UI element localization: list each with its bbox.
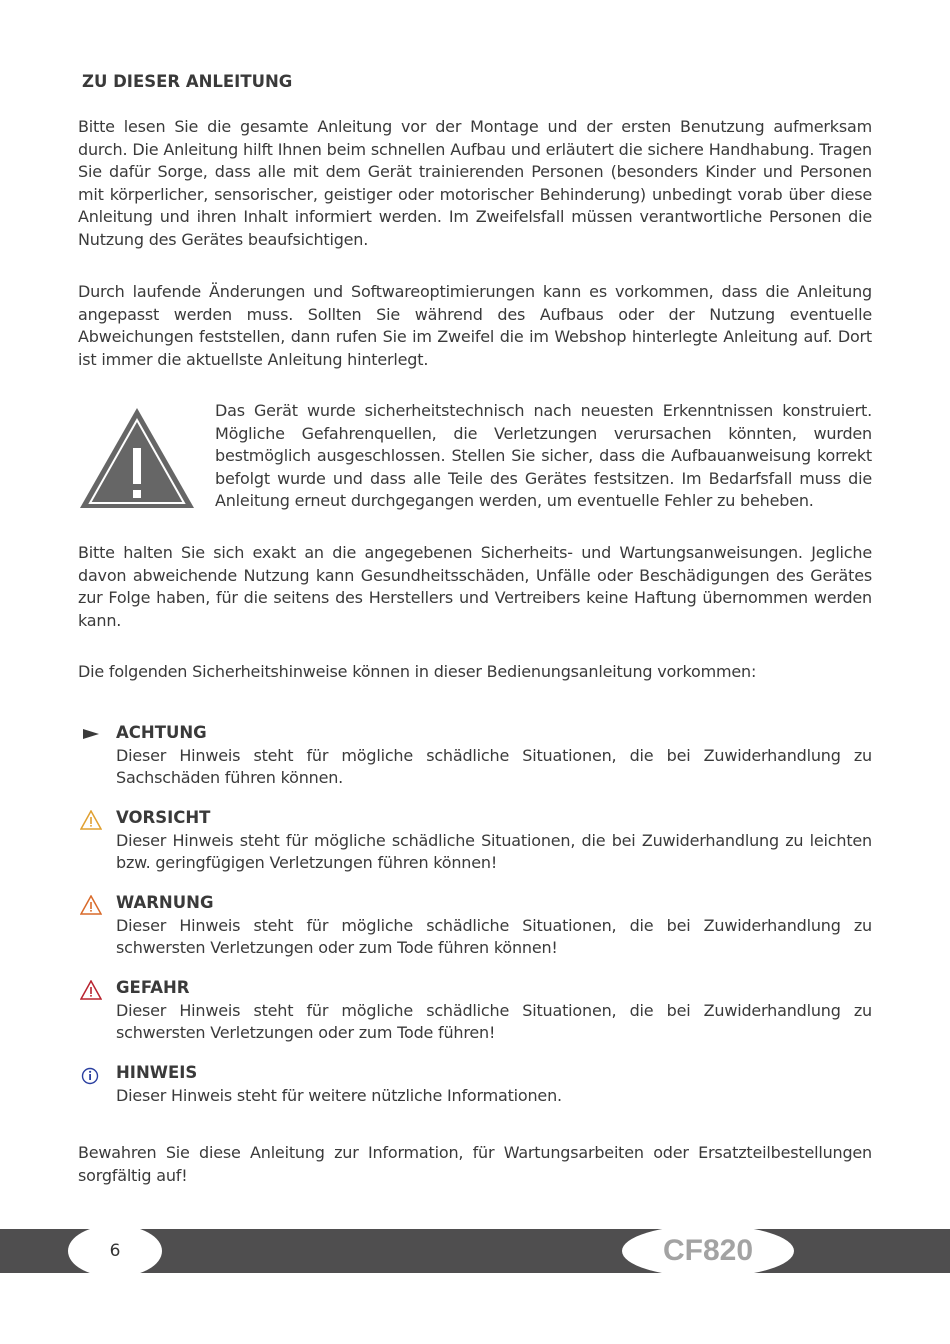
note-title: ACHTUNG [116,723,207,742]
note-text: Dieser Hinweis steht für weitere nützliche Informationen. [116,1085,562,1105]
note-text: Dieser Hinweis steht für mögliche schädliche Situationen, die bei Zuwiderhandlung zu schwersten Verletzungen oder zum Tode führen können! [116,915,872,958]
danger-triangle-icon [80,980,102,1000]
warning-triangle-icon [80,895,102,915]
note-hinweis [78,1062,872,1107]
info-icon [80,1065,102,1085]
caution-triangle-icon [80,810,102,830]
note-vorsicht [78,807,872,875]
model-name: CF820 [622,1225,794,1277]
note-title: WARNUNG [116,893,214,912]
note-warnung [78,892,872,960]
compliance-paragraph: Bitte halten Sie sich exakt an die angegebenen Sicherheits- und Wartungsanweisungen. Jegliche davon abweichende Nutzung kann Gesundheitsschäden, Unfälle oder Beschädigungen des Gerätes zur Folge haben, für die seitens des Herstellers und Vertreibers keine Haftung übernommen werden kann. [78,543,872,630]
note-gefahr [78,977,872,1045]
note-title: GEFAHR [116,978,190,997]
closing-paragraph: Bewahren Sie diese Anleitung zur Information, für Wartungsarbeiten oder Ersatzteilbestellungen sorgfältig auf! [78,1143,872,1185]
note-text: Dieser Hinweis steht für mögliche schädliche Situationen, die bei Zuwiderhandlung zu Sachschäden führen können. [116,745,872,788]
note-title: VORSICHT [116,808,211,827]
intro-paragraph: Bitte lesen Sie die gesamte Anleitung vor der Montage und der ersten Benutzung aufmerksam durch. Die Anleitung hilft Ihnen beim schnellen Aufbau und erläutert die sichere Handhabung. Tragen Sie dafür Sorge, dass alle mit dem Gerät trainierenden Personen (besonders Kinder und Personen mit körperlicher, sensorischer, geistiger oder motorischer Behinderung) unbedingt vorab über diese Anleitung und ihren Inhalt informiert werden. Im Zweifelsfall müssen verantwortliche Personen die Nutzung des Gerätes beaufsichtigen. [78,117,872,249]
warning-triangle-icon [78,406,196,510]
section-heading: ZU DIESER ANLEITUNG [82,72,293,91]
note-title: HINWEIS [116,1063,198,1082]
note-text: Dieser Hinweis steht für mögliche schädliche Situationen, die bei Zuwiderhandlung zu leichten bzw. geringfügigen Verletzungen führen können! [116,830,872,873]
updates-paragraph: Durch laufende Änderungen und Softwareoptimierungen kann es vorkommen, dass die Anleitung angepasst werden muss. Sollten Sie während des Aufbaus oder der Nutzung eventuelle Abweichungen feststellen, dann rufen Sie im Zweifel die im Webshop hinterlegte Anleitung auf. Dort ist immer die aktuellste Anleitung hinterlegt. [78,282,872,369]
notes-intro-paragraph: Die folgenden Sicherheitshinweise können in dieser Bedienungsanleitung vorkommen: [78,662,757,681]
note-text: Dieser Hinweis steht für mögliche schädliche Situationen, die bei Zuwiderhandlung zu schwersten Verletzungen oder zum Tode führen! [116,1000,872,1043]
arrow-right-icon [80,725,102,745]
page-number: 6 [68,1225,162,1277]
safety-warning-text: Das Gerät wurde sicherheitstechnisch nach neuesten Erkenntnissen konstruiert. Mögliche Gefahrenquellen, die Verletzungen verursachen könnten, wurden bestmöglich ausgeschlossen. Stellen Sie sicher, dass die Aufbauanweisung korrekt befolgt wurde und dass alle Teile des Gerätes festsitzen. Im Bedarfsfall muss die Anleitung erneut durchgegangen werden, um eventuelle Fehler zu beheben. [215,401,872,511]
note-achtung [78,722,872,790]
